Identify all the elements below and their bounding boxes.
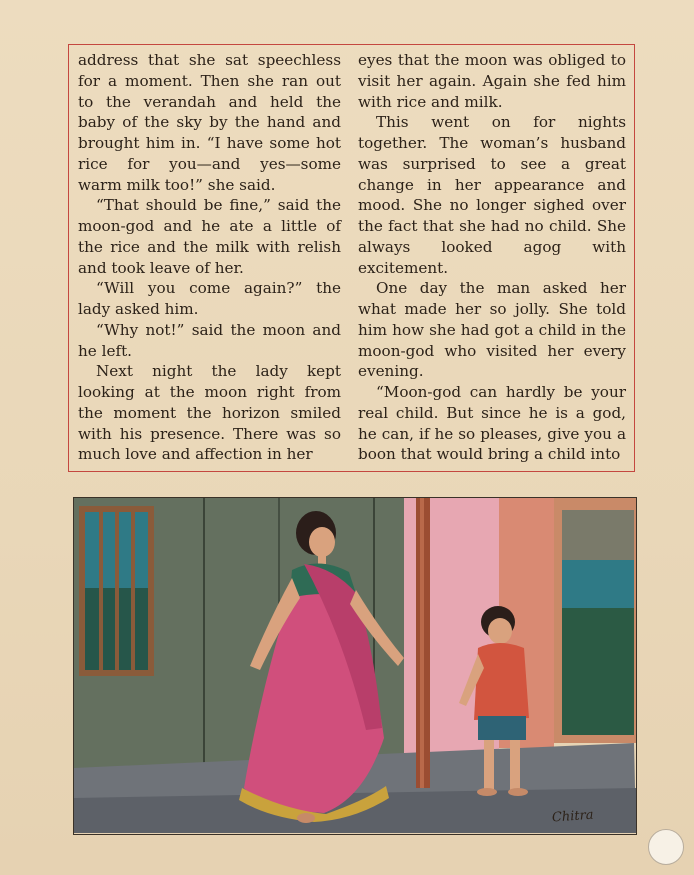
story-paragraph: “Why not!” said the moon and he left. [78, 320, 341, 360]
story-paragraph: Next night the lady kept looking at the moon right from the moment the horizon smiled with his presence. There was so much love and affection in her [78, 362, 341, 464]
publisher-badge-icon [648, 829, 684, 865]
artist-signature: Chitra [551, 807, 595, 826]
story-paragraph: eyes that the moon was obliged to visit her again. Again she fed him with rice and milk. [358, 51, 626, 111]
story-paragraph: “That should be fine,” said the moon-god and he ate a little of the rice and the milk with relish and took leave of her. [78, 196, 341, 277]
story-paragraph: “Moon-god can hardly be your real child. But since he is a god, he can, if he so pleases, give you a boon that would bring a child into [358, 383, 626, 464]
story-paragraph: address that she sat speechless for a moment. Then she ran out to the verandah and held the baby of the sky by the hand and brought him in. “I have some hot rice for you—and yes—some warm milk too!” she said. [78, 51, 341, 194]
story-paragraph: “Will you come again?” the lady asked him. [78, 279, 341, 318]
right-column [358, 50, 626, 465]
story-paragraph: One day the man asked her what made her so jolly. She told him how she had got a child in the moon-god who visited her every evening. [358, 279, 626, 381]
story-illustration [73, 497, 637, 835]
left-column [78, 50, 341, 465]
story-paragraph: This went on for nights together. The woman’s husband was surprised to see a great change in her appearance and mood. She no longer sighed over the fact that she had no child. She always looked agog with excitement. [358, 113, 626, 277]
window [79, 506, 154, 676]
